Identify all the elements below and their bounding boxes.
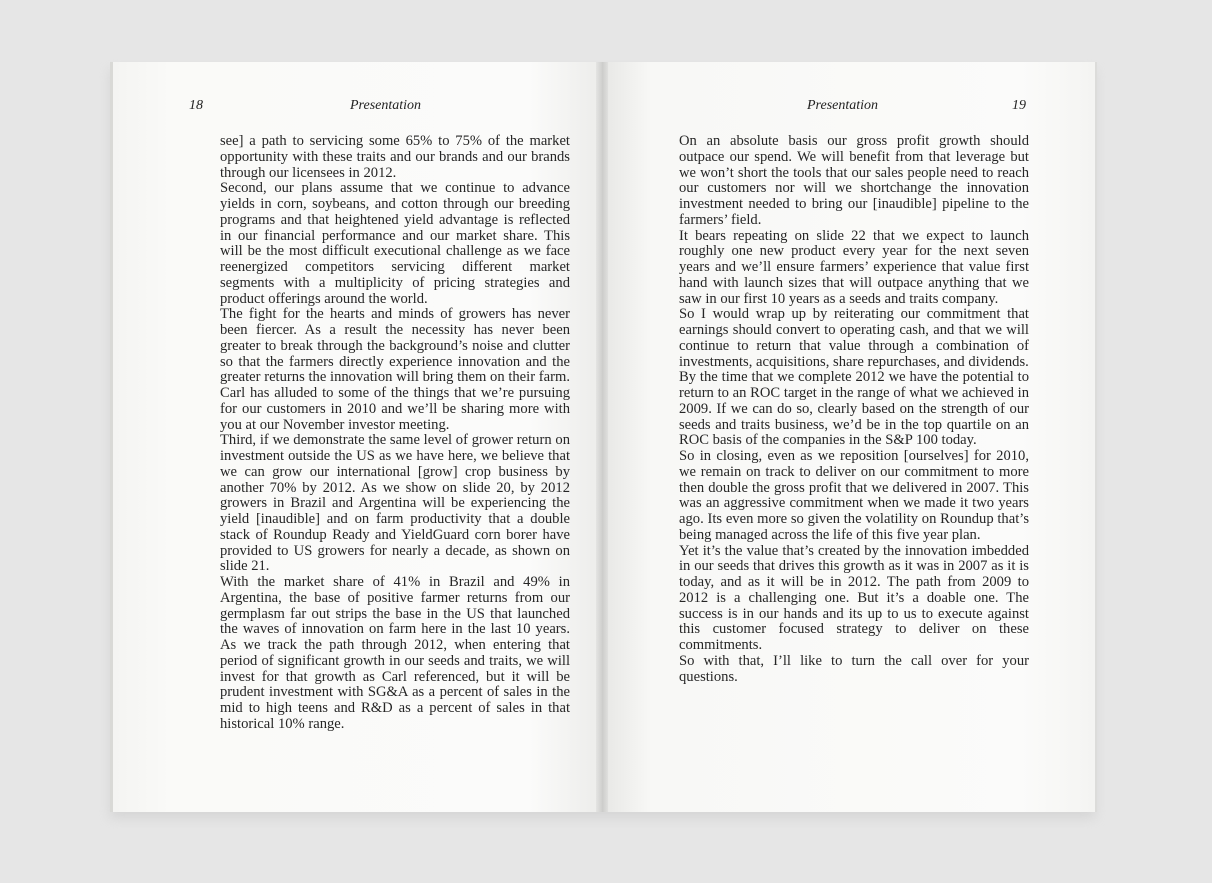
right-page-number: 19 [1012, 98, 1026, 113]
left-page-number: 18 [189, 98, 203, 113]
paragraph: With the market share of 41% in Brazil and 49% in Argentina, the base of positive farmer returns from our germplasm far out strips the base in the US that launched the waves of innovation on farm here in the last 10 years. As we track the path through 2012, when entering that period of significant growth in our seeds and traits, we will invest for that growth as Carl referenced, but it will be prudent investment with SG&A as a percent of sales in the mid to high teens and R&D as a percent of sales in that historical 10% range. [220, 574, 570, 732]
paragraph: Yet it’s the value that’s created by the innovation imbedded in our seeds that drives this growth as it was in 2007 as it is today, and as it will be in 2012. The path from 2009 to 2012 is a challenging one. But it’s a doable one. The success is in our hands and its up to us to execute against this customer focused strategy to deliver on these commitments. [679, 542, 1029, 653]
book-gutter [596, 62, 608, 812]
right-page-body [679, 134, 1029, 685]
paragraph: see] a path to servicing some 65% to 75% of the market opportunity with these traits and our brands and our brands through our licensees in 2012. [220, 133, 570, 181]
paragraph: Second, our plans assume that we continue to advance yields in corn, soybeans, and cotton through our breeding programs and that heightened yield advantage is reflected in our financial performance and our market share. This will be the most difficult executional challenge as we face reenergized competitors servicing different market segments with a multiplicity of pricing strategies and product offerings around the world. [220, 180, 570, 307]
paragraph: By the time that we complete 2012 we have the potential to return to an ROC target in the range of what we achieved in 2009. If we can do so, clearly based on the strength of our seeds and traits business, we’d be in the top quartile on an ROC basis of the companies in the S&P 100 today. [679, 369, 1029, 449]
right-page [602, 62, 1097, 812]
paragraph: So in closing, even as we reposition [ourselves] for 2010, we remain on track to deliver on our commitment to more then double the gross profit that we delivered in 2007. This was an aggressive commitment when we made it two years ago. Its even more so given the volatility on Roundup that’s being managed across the life of this five year plan. [679, 448, 1029, 543]
left-running-title: Presentation [350, 98, 422, 113]
paragraph: It bears repeating on slide 22 that we expect to launch roughly one new product every year for the next seven years and we’ll ensure farmers’ experience that value first hand with launch sizes that will outpace anything that we saw in our first 10 years as a seeds and traits company. [679, 227, 1029, 307]
right-running-title: Presentation [807, 98, 879, 113]
paragraph: On an absolute basis our gross profit growth should outpace our spend. We will benefit from that leverage but we won’t short the tools that our sales people need to reach our customers nor will we shortchange the innovation investment needed to bring our [inaudible] pipeline to the farmers’ field. [679, 133, 1029, 228]
paragraph: Third, if we demonstrate the same level of grower return on investment outside the US as we have here, we believe that we can grow our international [grow] crop business by another 70% by 2012. As we show on slide 20, by 2012 growers in Brazil and Argentina will be experiencing the yield [inaudible] and on farm productivity that a double stack of Roundup Ready and YieldGuard corn borer have provided to US growers for nearly a decade, as shown on slide 21. [220, 432, 570, 575]
left-page [110, 62, 603, 812]
paragraph: So with that, I’ll like to turn the call over for your questions. [679, 652, 1029, 685]
open-book [110, 62, 1095, 818]
paragraph: So I would wrap up by reiterating our commitment that earnings should convert to operating cash, and that we will continue to return that value through a combination of investments, acquisitions, share repurchases, and dividends. [679, 306, 1029, 370]
left-page-body [220, 134, 570, 733]
paragraph: The fight for the hearts and minds of growers has never been fiercer. As a result the necessity has never been greater to break through the background’s noise and clutter so that the farmers directly experience innovation and the greater returns the innovation will bring them on their farm. Carl has alluded to some of the things that we’re pursuing for our customers in 2010 and we’ll be sharing more with you at our November investor meeting. [220, 306, 570, 433]
